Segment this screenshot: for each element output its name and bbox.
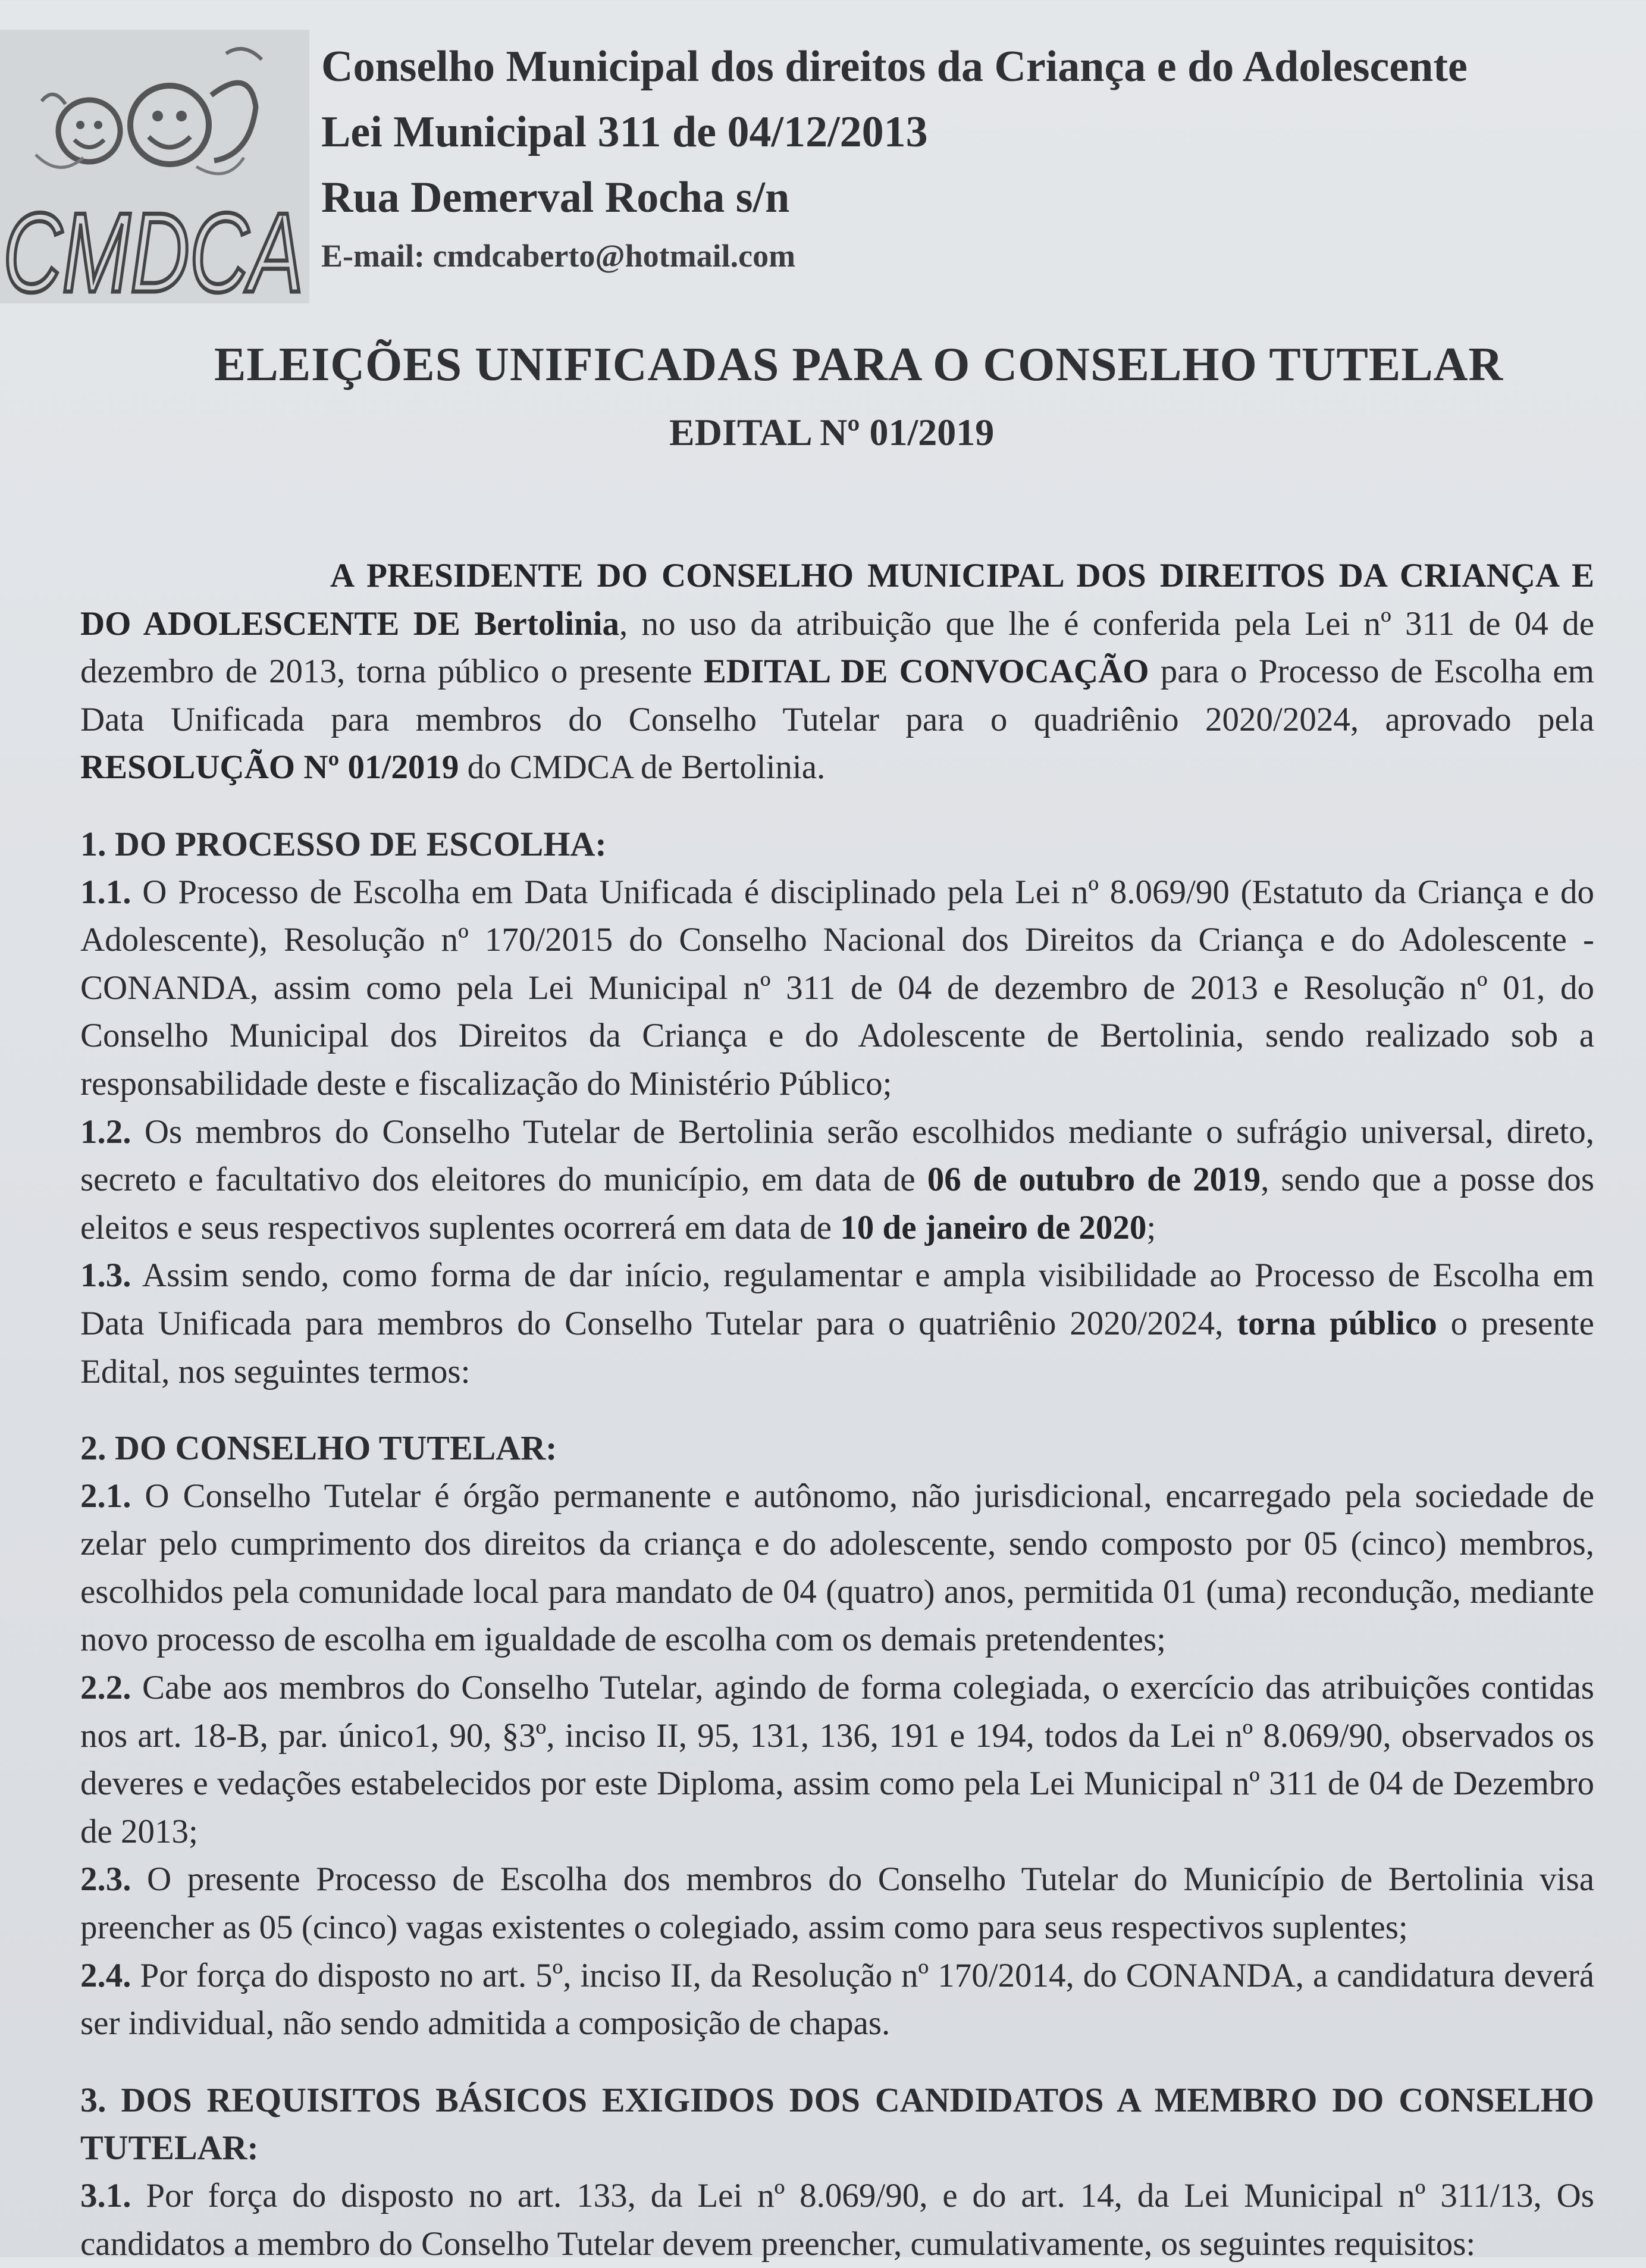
section-2-item-2: 2.2. Cabe aos membros do Conselho Tutelar, agindo de forma colegiada, o exercício das atribuições contidas nos art. 18-B, par. único1, 90, §3º, inciso II, 95, 131, 136, 191 e 194, todos da Lei nº 8.069/90, observados os deveres e vedações estabelecidos por este Diploma, assim como pela Lei Municipal nº 311 de 04 de Dezembro de 2013; — [80, 1669, 1594, 1850]
org-name: Conselho Municipal dos direitos da Criança e do Adolescente — [321, 42, 1468, 91]
document-title: ELEIÇÕES UNIFICADAS PARA O CONSELHO TUTELAR — [214, 339, 1504, 391]
intro-text-3: do CMDCA de Bertolinia. — [459, 748, 826, 787]
section-1-item-1: 1.1. O Processo de Escolha em Data Unificada é disciplinado pela Lei nº 8.069/90 (Estatuto da Criança e do Adolescente), Resolução nº 170/2015 do Conselho Nacional dos Direitos da Criança e do Adolescente - CONANDA, assim como pela Lei Municipal nº 311 de 04 de dezembro de 2013 e Resolução nº 01, do Conselho Municipal dos Direitos da Criança e do Adolescente de Bertolinia, sendo realizado sob a responsabilidade deste e fiscalização do Ministério Público; — [80, 873, 1594, 1102]
section-3-title: 3. DOS REQUISITOS BÁSICOS EXIGIDOS DOS CANDIDATOS A MEMBRO DO CONSELHO TUTELAR: — [80, 2080, 1594, 2167]
section-1-item-3: 1.3. Assim sendo, como forma de dar início, regulamentar e ampla visibilidade ao Processo de Escolha em Data Unificada para membros do Conselho Tutelar para o quatriênio 2020/2024, torna público o presente Edital, nos seguintes termos: — [80, 1257, 1594, 1390]
org-address: Rua Demerval Rocha s/n — [321, 173, 790, 222]
cmdca-logo — [0, 30, 309, 316]
intro-resolucao: RESOLUÇÃO Nº 01/2019 — [80, 748, 459, 787]
section-2-title: 2. DO CONSELHO TUTELAR: — [80, 1429, 557, 1468]
intro-edital: EDITAL DE CONVOCAÇÃO — [703, 653, 1149, 691]
section-2-item-4: 2.4. Por força do disposto no art. 5º, inciso II, da Resolução nº 170/2014, do CONANDA, a candidatura deverá ser individual, não sendo admitida a composição de chapas. — [80, 1956, 1594, 2043]
intro-city: Bertolinia — [474, 604, 620, 643]
org-email: E-mail: cmdcaberto@hotmail.com — [321, 238, 796, 274]
section-3-item-1: 3.1. Por força do disposto no art. 133, da Lei nº 8.069/90, e do art. 14, da Lei Municipal nº 311/13, Os candidatos a membro do Conselho Tutelar devem preencher, cumulativamente, os seguintes requisitos: — [80, 2177, 1594, 2263]
intro-text-2: para o Processo de Escolha em Data Unificada para membros do Conselho Tutelar para o quadriênio 2020/2024, aprovado pela — [80, 653, 1594, 738]
organization-header — [321, 36, 1600, 272]
intro-lead: A PRESIDENTE DO CONSELHO MUNICIPAL DOS DIREITOS DA CRIANÇA E DO ADOLESCENTE DE — [80, 557, 1594, 643]
section-2-item-3: 2.3. O presente Processo de Escolha dos membros do Conselho Tutelar do Município de Bertolinia visa preencher as 05 (cinco) vagas existentes o colegiado, assim como para seus respectivos suplentes; — [80, 1860, 1594, 1947]
intro-paragraph — [80, 552, 1594, 792]
document-body — [80, 552, 1594, 2268]
logo-text: CMDCA — [3, 190, 303, 316]
section-2-item-1: 2.1. O Conselho Tutelar é órgão permanente e autônomo, não jurisdicional, encarregado pela sociedade de zelar pelo cumprimento dos direitos da criança e do adolescente, sendo composto por 05 (cinco) membros, escolhidos pela comunidade local para mandato de 04 (quatro) anos, permitida 01 (uma) recondução, mediante novo processo de escolha em igualdade de escolha com os demais pretendentes; — [80, 1477, 1594, 1659]
intro-text-1: , no uso da atribuição que lhe é conferida pela Lei nº 311 de 04 de dezembro de 2013, torna público o presente — [80, 604, 1594, 691]
document-subtitle: EDITAL Nº 01/2019 — [669, 411, 995, 453]
org-law: Lei Municipal 311 de 04/12/2013 — [321, 108, 928, 156]
section-1-title: 1. DO PROCESSO DE ESCOLHA: — [80, 824, 607, 863]
section-1-item-2: 1.2. Os membros do Conselho Tutelar de Bertolinia serão escolhidos mediante o sufrágio universal, direto, secreto e facultativo dos eleitores do município, em data de 06 de outubro de 2019, sendo que a posse dos eleitos e seus respectivos suplentes ocorrerá em data de 10 de janeiro de 2020; — [80, 1113, 1594, 1246]
